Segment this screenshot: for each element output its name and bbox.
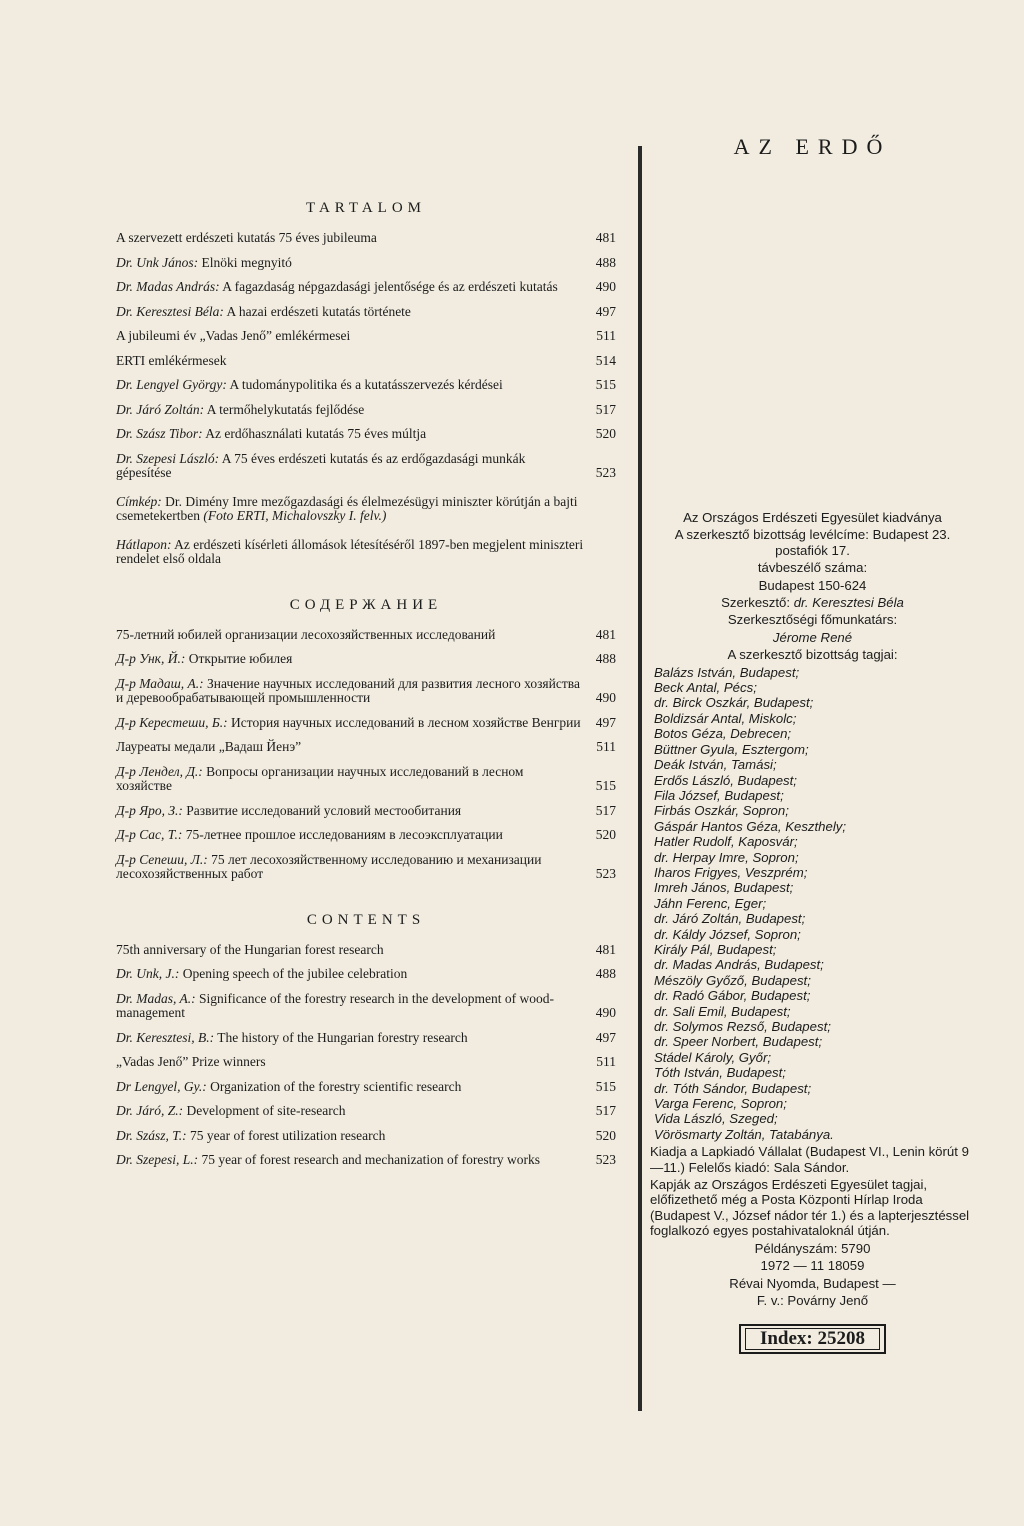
toc-item [116,652,616,667]
toc-author: Dr. Madas, A.: [116,990,196,1006]
toc-page: 520 [595,827,616,842]
toc-item [116,427,616,442]
board-member: dr. Solymos Rezső, Budapest; [654,1019,831,1034]
toc-page: 497 [595,303,616,319]
toc-title: ERTI emlékérmesek [116,352,227,368]
copies-count: Példányszám: 5790 [754,1240,871,1256]
toc-title: A tudománypolitika és a kutatásszervezés kérdései [229,377,503,392]
toc-author: Д-р Сас, Т.: [116,827,183,842]
toc-title: 75-летний юбилей организации лесохозяйственных исследований [116,626,496,642]
board-member: dr. Tóth Sándor, Budapest; [654,1080,812,1096]
editor-line [650,595,975,610]
toc-item [116,231,616,246]
toc-author: Dr. Járó, Z.: [116,1103,184,1118]
toc-author: Dr. Keresztesi Béla: [116,303,224,319]
toc-page: 497 [595,714,616,730]
toc-page: 490 [595,690,616,705]
toc-title: Elnöki megnyitó [201,254,292,270]
magazine-title: AZ ERDŐ [733,134,892,159]
publisher-info [650,510,975,1354]
toc-author: Д-р Керестеши, Б.: [116,714,228,730]
soderzhanie-heading: СОДЕРЖАНИЕ [289,596,443,613]
board-member: Büttner Gyula, Esztergom; [654,741,809,757]
board-member: Stádel Károly, Győr; [654,1049,772,1065]
toc-item [116,943,616,958]
toc-author: Д-р Яро, З.: [116,802,183,818]
contents-column [116,200,616,1178]
board-member: Hatler Rudolf, Kaposvár; [654,834,798,850]
board-member: Jáhn Ferenc, Eger; [654,895,767,911]
toc-item [116,1031,616,1046]
toc-page: 517 [595,802,616,818]
toc-author: Д-р Унк, Й.: [116,651,186,666]
toc-page: 517 [595,1103,616,1118]
toc-page: 515 [595,778,616,793]
board-member: Botos Géza, Debrecen; [654,726,792,742]
toc-title: Вопросы организации научных исследований в лесном хозяйстве [116,763,524,793]
toc-page: 514 [595,352,616,368]
board-members [650,665,975,1143]
toc-title: Az erdőhasználati kutatás 75 éves múltja [205,426,427,441]
board-member: Vörösmarty Zoltán, Tatabánya. [654,1126,834,1142]
toc-item [116,1080,616,1095]
toc-author: Dr Lengyel, Gy.: [116,1078,207,1094]
phone-number: Budapest 150-624 [758,577,867,593]
board-member: Gáspár Hantos Géza, Keszthely; [654,818,847,834]
toc-title: The history of the Hungarian forestry research [217,1029,468,1045]
toc-item [116,828,616,843]
board-member: Beck Antal, Pécs; [654,680,757,696]
contents-list [116,943,616,1168]
board-member: dr. Madas András, Budapest; [654,957,824,973]
board-member: Boldizsár Antal, Miskolc; [654,710,797,726]
cover-photo-text: Dr. Dimény Imre mezőgazdasági és élelmezésügyi miniszter körútján a bajti csemetekertben [116,493,578,523]
toc-item [116,992,616,1021]
toc-title: Значение научных исследований для развития лесного хозяйства и деревообрабатывающей промышленности [116,675,580,705]
toc-title: Открытие юбилея [188,651,293,666]
toc-author: Dr. Szász, T.: [116,1127,187,1143]
toc-title: A 75 éves erdészeti kutatás és az erdőgazdasági munkák gépesítése [116,450,526,480]
toc-page: 517 [595,401,616,417]
toc-title: „Vadas Jenő” Prize winners [116,1054,266,1069]
toc-page: 520 [595,1127,616,1143]
toc-author: Dr. Szepesi, L.: [116,1152,199,1167]
board-member: dr. Járó Zoltán, Budapest; [654,911,806,927]
toc-page: 523 [595,1152,616,1167]
column-divider [638,146,642,1411]
toc-title: 75 year of forest research and mechanization of forestry works [201,1152,540,1167]
cover-photo-label: Címkép: [116,493,162,509]
board-address: A szerkesztő bizottság levélcíme: Budapest 23. postafiók 17. [674,527,951,558]
toc-page: 481 [595,230,616,245]
toc-page: 481 [595,626,616,642]
toc-item [116,628,616,643]
toc-author: Dr. Unk János: [116,254,199,270]
board-member: Vida László, Szeged; [654,1111,778,1127]
toc-author: Dr. Szepesi László: [116,450,220,466]
toc-item [116,677,616,706]
board-member: dr. Radó Gábor, Budapest; [654,988,811,1004]
board-member: Mészöly Győző, Budapest; [654,972,811,988]
toc-title: A termőhelykutatás fejlődése [206,401,365,417]
board-member: Erdős László, Budapest; [654,772,797,788]
toc-item [116,378,616,393]
toc-item [116,280,616,295]
toc-page: 488 [595,966,616,981]
back-cover-text: Az erdészeti kísérleti állomások létesítéséről 1897-ben megjelent miniszteri rendelet első oldala [116,536,584,566]
toc-title: Development of site-research [186,1103,346,1118]
board-member: Balázs István, Budapest; [654,664,800,680]
board-member: dr. Birck Oszkár, Budapest; [654,695,814,711]
toc-title: 75th anniversary of the Hungarian forest research [116,941,384,957]
toc-title: Лауреаты медали „Вадаш Йенэ” [116,739,302,754]
toc-author: Д-р Мадаш, А.: [116,675,204,691]
toc-author: Dr. Lengyel György: [116,377,227,392]
back-cover-note [116,538,616,567]
index-number: Index: 25208 [745,1328,880,1349]
toc-title: A jubileumi év „Vadas Jenő” emlékérmesei [116,328,351,343]
toc-author: Dr. Unk, J.: [116,966,180,981]
toc-page: 511 [596,739,616,754]
board-member: dr. Speer Norbert, Budapest; [654,1034,823,1050]
toc-page: 523 [595,465,616,480]
printing-manager: F. v.: Povárny Jenő [756,1292,869,1308]
toc-title: 75 лет лесохозяйственному исследованию и механизации лесохозяйственных работ [116,851,542,881]
back-cover-label: Hátlapon: [116,536,172,552]
publisher-imprint: Kiadja a Lapkiadó Vállalat (Budapest VI., Lenin körút 9—11.) Felelős kiadó: Sala Sándor. [650,1144,969,1175]
toc-title: 75-летнее прошлое исследованиям в лесоэксплуатации [185,827,503,842]
toc-item [116,716,616,731]
editor-label: Szerkesztő: [721,595,791,611]
toc-item [116,329,616,344]
toc-title: A hazai erdészeti kutatás története [226,303,411,319]
toc-item [116,452,616,481]
toc-title: Развитие исследований условий местообитания [186,802,462,818]
toc-page: 497 [595,1029,616,1045]
toc-author: Dr. Szász Tibor: [116,426,203,441]
toc-item [116,256,616,271]
toc-item [116,740,616,755]
toc-page: 488 [595,651,616,666]
tartalom-heading: TARTALOM [305,200,427,216]
toc-item [116,765,616,794]
toc-page: 488 [595,254,616,270]
board-member: dr. Káldy József, Sopron; [654,926,801,942]
toc-author: Dr. Madas András: [116,279,220,294]
toc-item [116,354,616,369]
coeditor-label: Szerkesztőségi főmunkatárs: [727,612,898,628]
editor-name: dr. Keresztesi Béla [793,595,904,611]
board-label: A szerkesztő bizottság tagjai: [727,647,898,663]
board-member: Király Pál, Budapest; [654,941,777,957]
print-number: 1972 — 11 18059 [760,1258,865,1274]
phone-label: távbeszélő száma: [757,560,868,576]
cover-photo-credit: (Foto ERTI, Michalovszky I. felv.) [203,508,387,523]
soderzhanie-list [116,628,616,882]
toc-author: Dr. Keresztesi, B.: [116,1029,215,1045]
board-member: Firbás Oszkár, Sopron; [654,803,789,819]
board-member: dr. Sali Emil, Budapest; [654,1003,791,1019]
toc-item [116,1104,616,1119]
toc-item [116,853,616,882]
toc-title: Organization of the forestry scientific research [210,1078,462,1094]
toc-page: 490 [595,279,616,294]
board-member: Deák István, Tamási; [654,757,777,773]
toc-author: Д-р Лендел, Д.: [116,763,203,779]
board-member: Tóth István, Budapest; [654,1065,786,1081]
toc-title: A szervezett erdészeti kutatás 75 éves jubileuma [116,230,377,245]
toc-title: Significance of the forestry research in the development of wood-management [116,990,555,1020]
printer-name: Révai Nyomda, Budapest — [729,1275,896,1291]
toc-title: История научных исследований в лесном хозяйстве Венгрии [231,714,581,730]
toc-item [116,1055,616,1070]
toc-page: 481 [595,941,616,957]
cover-photo-note [116,495,616,524]
toc-page: 490 [595,1005,616,1020]
toc-author: Dr. Járó Zoltán: [116,401,205,417]
toc-title: A fagazdaság népgazdasági jelentősége és az erdészeti kutatás [222,279,558,294]
toc-item [116,804,616,819]
toc-item [116,403,616,418]
toc-title: 75 year of forest utilization research [190,1127,386,1143]
toc-page: 511 [596,1054,616,1069]
toc-item [116,1129,616,1144]
toc-title: Opening speech of the jubilee celebration [182,966,408,981]
contents-heading: CONTENTS [306,911,426,928]
toc-page: 511 [596,328,616,343]
board-member: Fila József, Budapest; [654,787,784,803]
toc-page: 523 [595,866,616,881]
publisher-line: Az Országos Erdészeti Egyesület kiadványa [683,510,942,525]
board-member: Iharos Frigyes, Veszprém; [654,864,808,880]
toc-page: 520 [595,426,616,441]
toc-page: 515 [595,1078,616,1094]
index-box [739,1324,886,1353]
toc-item [116,305,616,320]
coeditor-name: Jérome René [772,629,853,645]
subscription-info: Kapják az Országos Erdészeti Egyesület tagjai, előfizethető még a Posta Központi Hírlap Iroda (Budapest V., József nádor tér 1.) és a lapterjesztéssel foglalkozó egyes postahivataloknál útján. [650,1177,970,1239]
toc-item [116,967,616,982]
board-member: Imreh János, Budapest; [654,880,794,896]
toc-page: 515 [595,377,616,392]
toc-author: Д-р Сепеши, Л.: [116,851,208,867]
board-member: dr. Herpay Imre, Sopron; [654,849,799,865]
masthead-column [650,134,975,1354]
tartalom-list [116,231,616,481]
board-member: Varga Ferenc, Sopron; [654,1096,787,1112]
toc-item [116,1153,616,1168]
